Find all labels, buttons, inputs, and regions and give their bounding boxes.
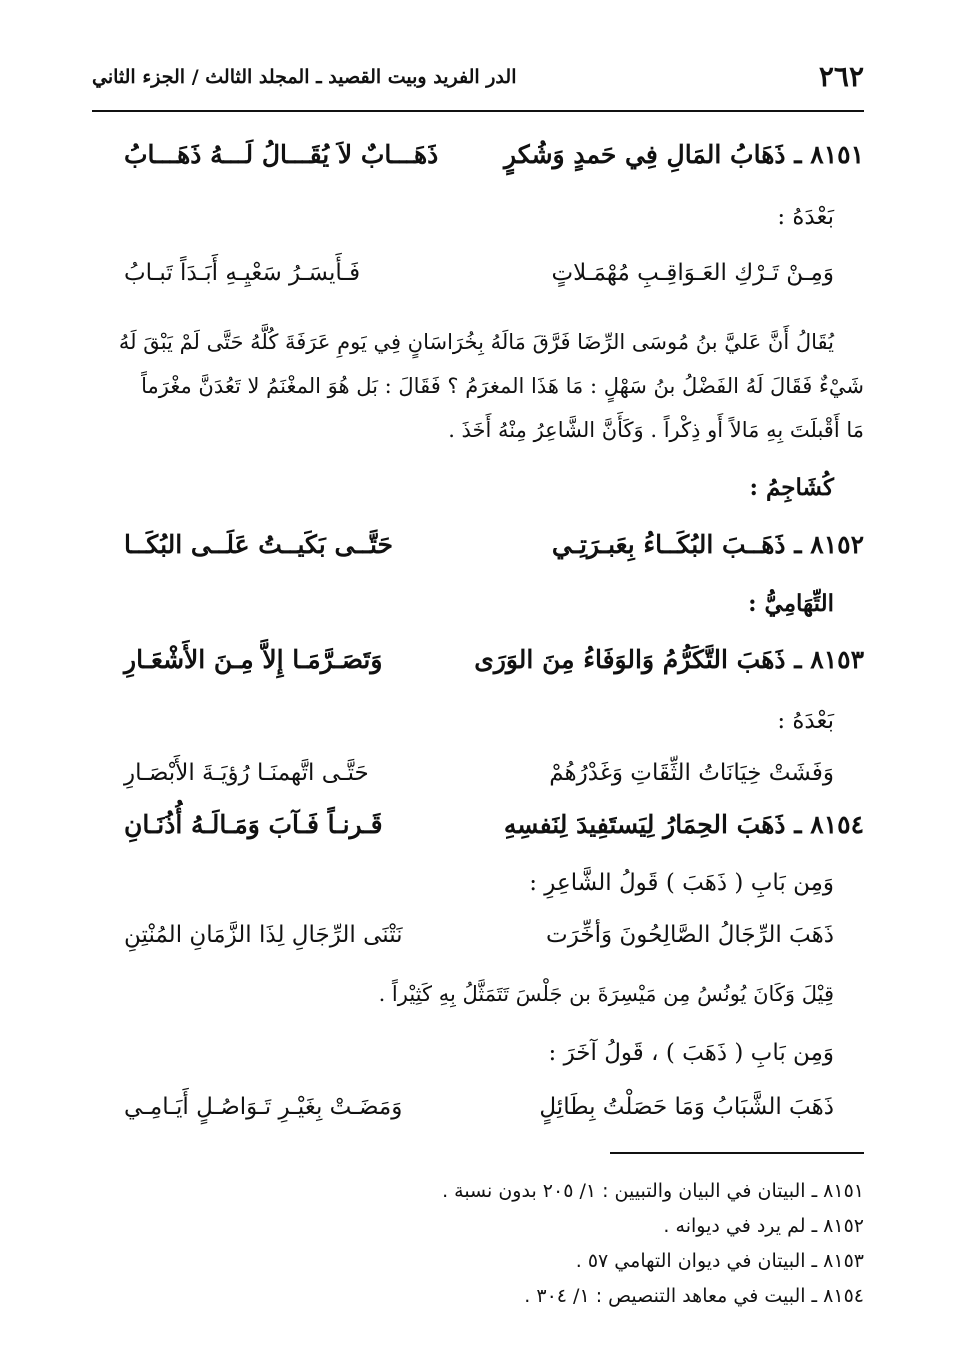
prose-line-1: يُقَالُ أَنَّ عَليَّ بنُ مُوسَى الرِّضَا فَرَّقَ مَالَهُ بِخُرَاسَانٍ فِي يَومِ عَرَفَةَ كُلَّهُ حَتَّى لَمْ يَبْقَ لَهُ [118, 330, 834, 354]
narration-line: قِيْلَ وَكَانَ يُونُسُ مِن مَيْسِرَةَ بن جَلْسَ تَتَمَثَّلُ بِهِ كَثِيْراً . [378, 982, 834, 1006]
verse-number: ٨١٥٢ ـ [794, 530, 864, 559]
verse-number: ٨١٥٤ ـ [794, 810, 864, 839]
running-title: الدر الفريد وبيت القصيد ـ المجلد الثالث / الجزء الثاني [92, 66, 517, 88]
hemistich-text: ذَهَبَ التَّكَرُّمُ وَالوَفَاءُ مِنَ الوَرَى [474, 645, 786, 674]
header-divider [92, 110, 864, 112]
extra-verse-2-second: وَمَضَـتْ بِغَيْـرِ تَـوَاصُـلٍ أَيَـامِـي [124, 1094, 403, 1120]
verse-8151-continuation-second: فَـأَيسَـرُ سَعْيِـهِ أَبَـدَاً تَبـابُ [124, 260, 361, 286]
verse-8151-second-hemistich: ذَهَـــابٌ لاَ يُقَـــالُ لَـــهُ ذَهَـــابُ [124, 140, 439, 169]
verse-8153-second-hemistich: وَتَصَـرَّمَـا إِلاَّ مِـنَ الأَشْعَـارِ [124, 645, 383, 674]
verse-8151-first-hemistich [504, 140, 864, 169]
verse-8151-continuation-first: وَمِـنْ تَـرْكِ العَـوَاقِـبِ مُهْمَـلاتٍ [551, 260, 834, 286]
verse-8153-continuation-first: وَفَشَتْ خِيَانَاتُ الثِّقَاتِ وَغَدْرُهُمْ [549, 760, 834, 786]
page-header [92, 60, 864, 100]
verse-number: ٨١٥٣ ـ [794, 645, 864, 674]
page-number: ٢٦٢ [818, 60, 864, 93]
verse-8154-second-hemistich: قَـرنـاً فَـآبَ وَمَـالَـهُ أُذُنَـانِ [124, 810, 383, 839]
footnote-8152: ٨١٥٢ ـ لم يرد في ديوانه . [663, 1215, 864, 1237]
extra-verse-1-first: ذَهَبَ الرِّجَالُ الصَّالِحُونَ وَأخِّرَت [546, 922, 834, 948]
hemistich-text: ذَهَبَ الحِمَارُ لِيَستَفِيدَ لِنَفسِهِ [503, 810, 786, 839]
hemistich-text: ذَهَابُ المَالِ فِي حَمدٍ وَشُكرٍ [504, 140, 786, 169]
hemistich-text: ذَهَــبَ البُكَــاءُ بِعَبـرَتِـي [551, 530, 786, 559]
prose-line-2: شَيْءٌ فَقَالَ لَهُ الفَضْلُ بنُ سَهْلٍ : مَا هَذَا المغرَمُ ؟ فَقَالَ : بَل هُوَ المغْنَمُ لا تَعُدَنَّ مغْرَماً [141, 374, 864, 398]
poet-name-tihami: التِّهَامِيُّ : [748, 590, 834, 617]
verse-number: ٨١٥١ ـ [794, 140, 864, 169]
chapter-intro-1: وَمِن بَابِ ( ذَهَبَ ) قَولُ الشَّاعِرِ : [529, 870, 834, 896]
extra-verse-1-second: نَتْنَى الرِّجَالِ لِذَا الزَّمَانِ المُنْتِنِ [124, 922, 403, 948]
after-it-label-2: بَعْدَهُ : [777, 708, 834, 734]
verse-8153-first-hemistich [474, 645, 864, 674]
footnote-8151: ٨١٥١ ـ البيتان في البيان والتبيين : ١/ ٢٠٥ بدون نسبة . [442, 1180, 864, 1202]
footnote-8154: ٨١٥٤ ـ البيت في معاهد التنصيص : ١/ ٣٠٤ . [524, 1285, 864, 1307]
extra-verse-2-first: ذَهَبَ الشَّبَابُ وَمَا حَصَلْتُ بِطَائِلٍ [539, 1094, 834, 1120]
chapter-intro-2: وَمِن بَابِ ( ذَهَبَ ) ، قَولُ آخَرَ : [548, 1040, 834, 1066]
prose-line-3: مَا أَقْبلَتَ بِهِ مَالاً أَو ذِكْراً . وَكَأَنَّ الشَّاعِرُ مِنْهُ أَخَذَ . [448, 418, 864, 442]
verse-8153-continuation-second: حَتَّـى اتَّهمنَـا رُؤيَـةَ الأَبْصَـارِ [124, 760, 369, 786]
verse-8152-first-hemistich [552, 530, 864, 559]
verse-8154-first-hemistich [504, 810, 864, 839]
footnote-divider [610, 1152, 864, 1154]
footnote-8153: ٨١٥٣ ـ البيتان في ديوان التهامي ٥٧ . [575, 1250, 864, 1272]
poet-name-kushajim: كُشَاجِمُ : [749, 474, 834, 501]
after-it-label: بَعْدَهُ : [777, 204, 834, 230]
verse-8152-second-hemistich: حَتَّــى بَكَيــتُ عَلَــى البُكَــا [124, 530, 393, 559]
